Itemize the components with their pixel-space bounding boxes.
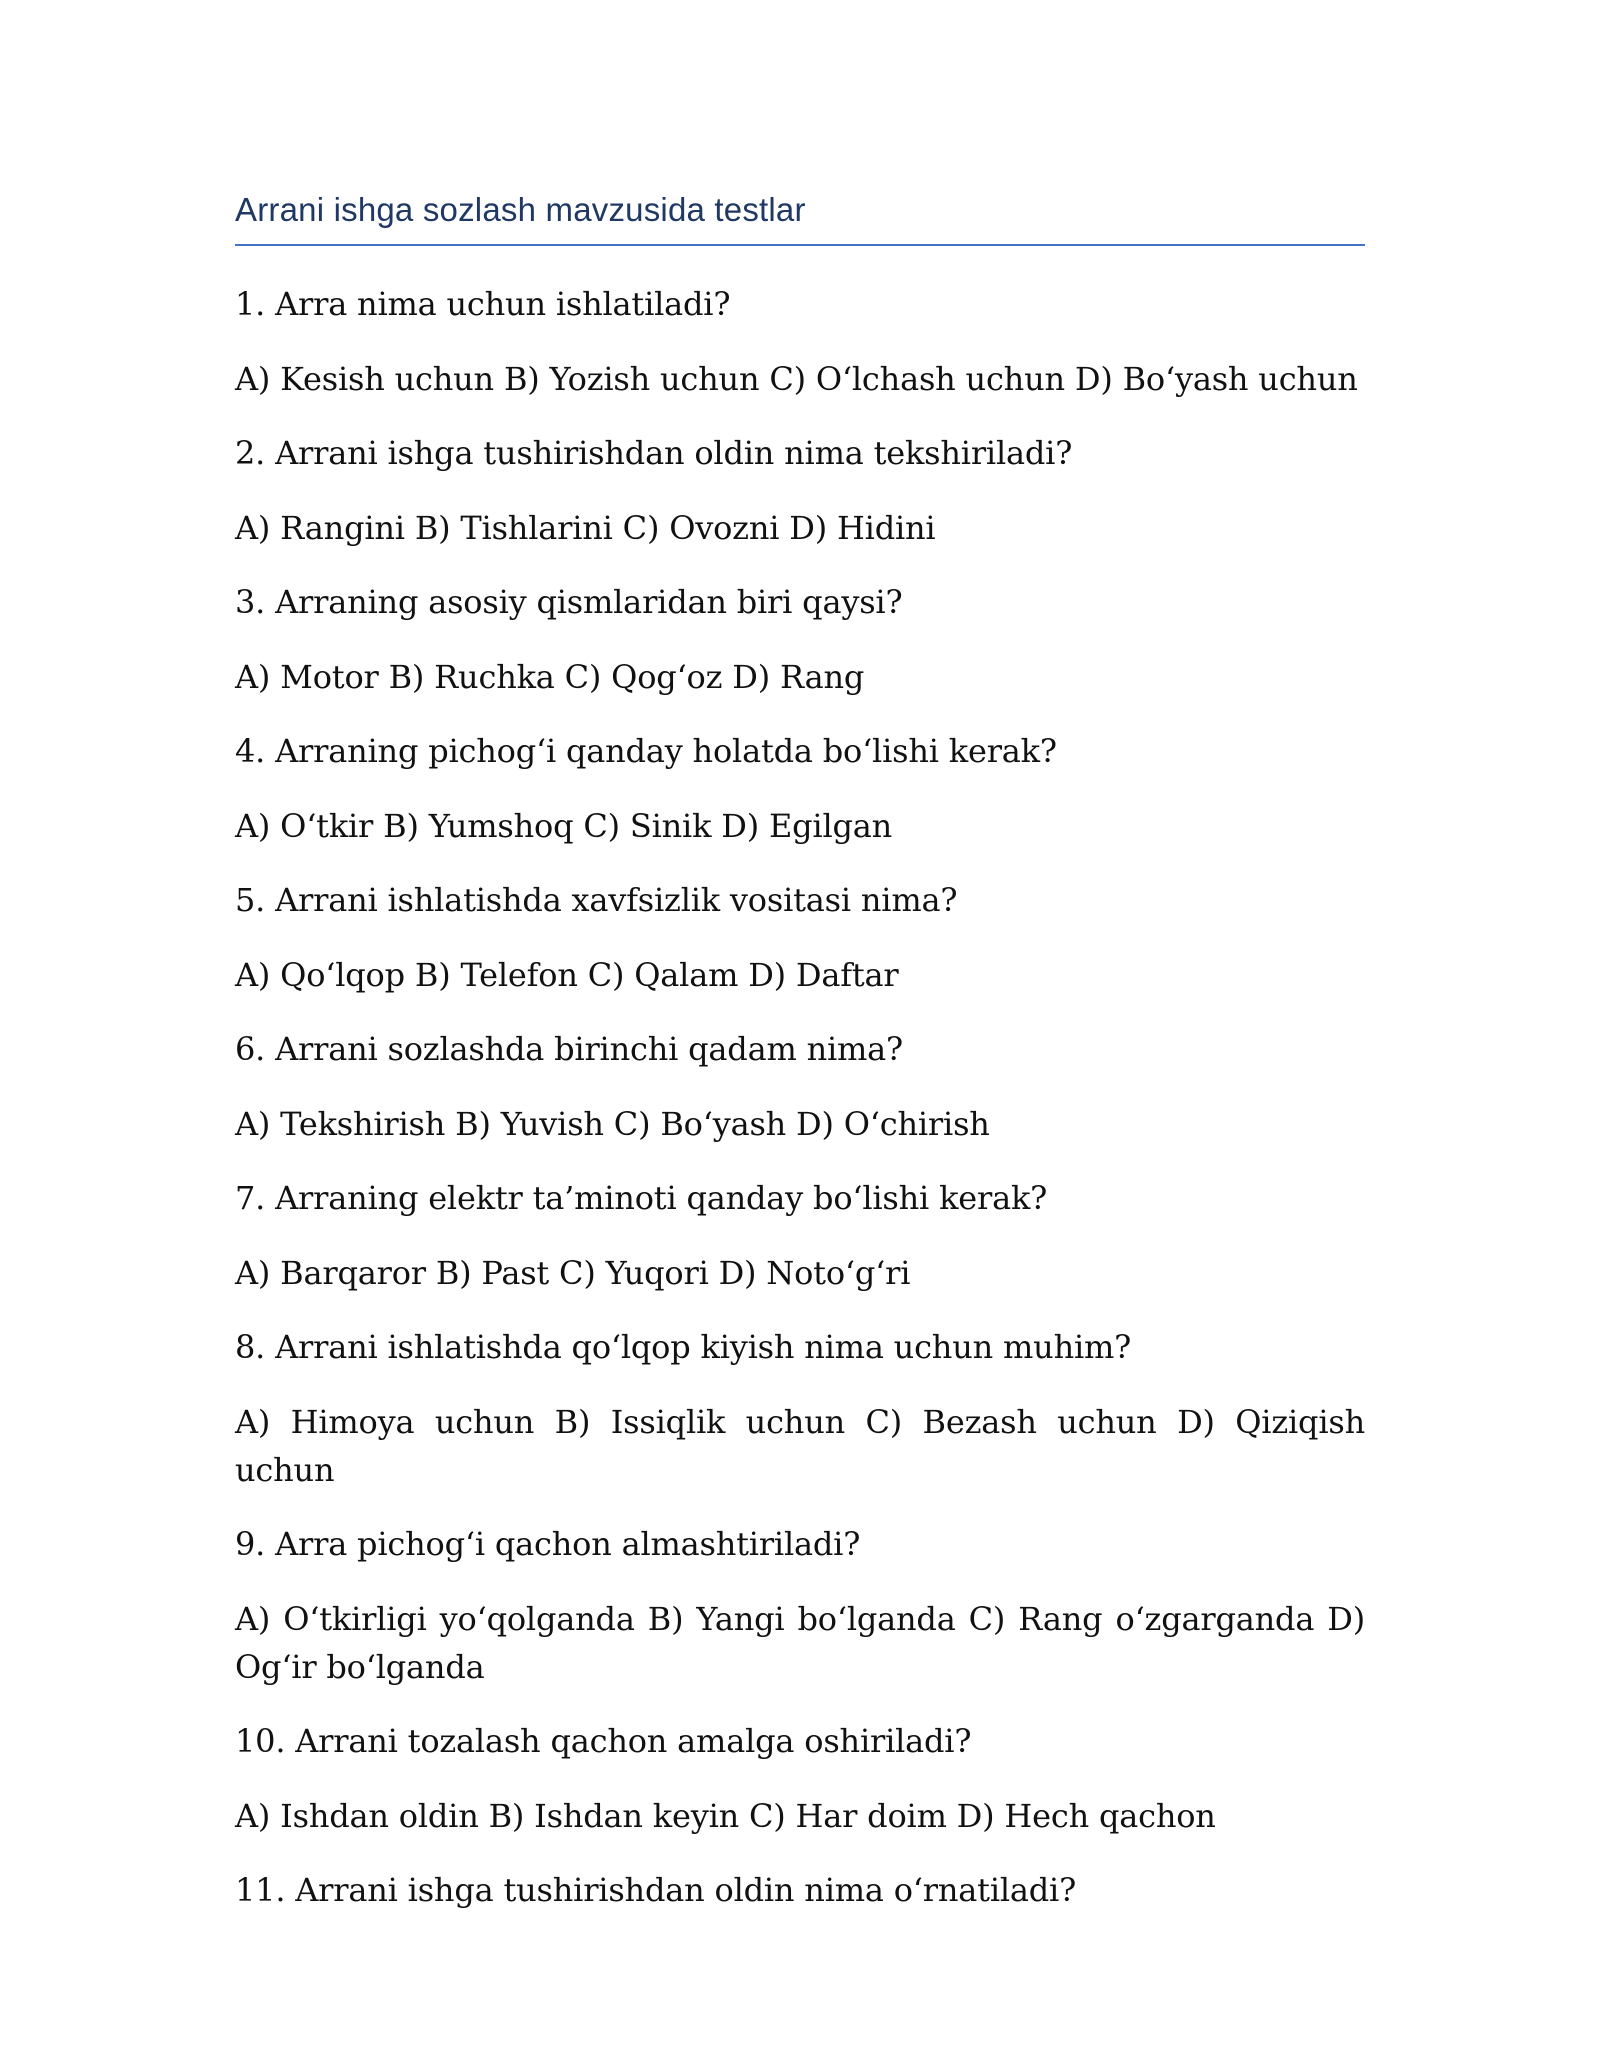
answers-4: A) O‘tkir B) Yumshoq C) Sinik D) Egilgan (235, 806, 893, 845)
answers-7: A) Barqaror B) Past C) Yuqori D) Noto‘g‘ri (235, 1253, 911, 1292)
question-8: 8. Arrani ishlatishda qo‘lqop kiyish nima uchun muhim? (235, 1328, 1132, 1366)
question-list (235, 280, 1365, 1914)
answers-3: A) Motor B) Ruchka C) Qog‘oz D) Rang (235, 657, 865, 696)
question-2: 2. Arrani ishga tushirishdan oldin nima tekshiriladi? (235, 434, 1073, 472)
answers-9: A) O‘tkirligi yo‘qolganda B) Yangi bo‘lganda C) Rang o‘zgarganda D) Og‘ir bo‘lganda (235, 1599, 1365, 1686)
answers-2: A) Rangini B) Tishlarini C) Ovozni D) Hidini (235, 508, 936, 547)
question-5: 5. Arrani ishlatishda xavfsizlik vositasi nima? (235, 881, 958, 919)
question-11: 11. Arrani ishga tushirishdan oldin nima o‘rnatiladi? (235, 1871, 1077, 1909)
question-1: 1. Arra nima uchun ishlatiladi? (235, 285, 731, 323)
question-9: 9. Arra pichog‘i qachon almashtiriladi? (235, 1525, 861, 1563)
answers-5: A) Qo‘lqop B) Telefon C) Qalam D) Daftar (235, 955, 899, 994)
answers-10: A) Ishdan oldin B) Ishdan keyin C) Har doim D) Hech qachon (235, 1796, 1216, 1835)
question-10: 10. Arrani tozalash qachon amalga oshiriladi? (235, 1722, 972, 1760)
answers-8: A) Himoya uchun B) Issiqlik uchun C) Bezash uchun D) Qiziqish uchun (235, 1402, 1365, 1489)
question-7: 7. Arraning elektr ta’minoti qanday bo‘lishi kerak? (235, 1179, 1048, 1217)
question-3: 3. Arraning asosiy qismlaridan biri qaysi? (235, 583, 903, 621)
document-page (235, 180, 1365, 1941)
question-6: 6. Arrani sozlashda birinchi qadam nima? (235, 1030, 903, 1068)
answers-6: A) Tekshirish B) Yuvish C) Bo‘yash D) O‘chirish (235, 1104, 990, 1143)
question-4: 4. Arraning pichog‘i qanday holatda bo‘lishi kerak? (235, 732, 1057, 770)
document-title: Arrani ishga sozlash mavzusida testlar (235, 180, 1365, 246)
answers-1: A) Kesish uchun B) Yozish uchun C) O‘lchash uchun D) Bo‘yash uchun (235, 359, 1358, 398)
